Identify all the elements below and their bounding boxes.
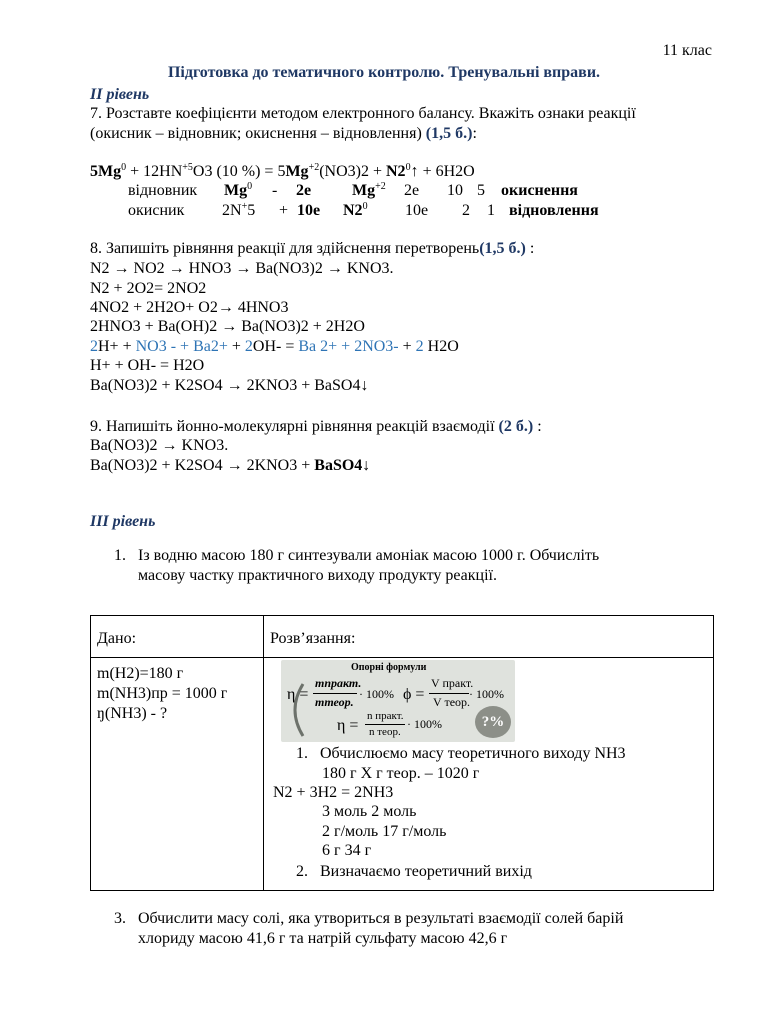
ionic-part: + [227, 338, 245, 355]
fraction-bar [429, 693, 469, 694]
solution-step-1: Обчислюємо масу теоретичного виходу NH3 [320, 745, 626, 762]
given-item: m(NH3)пр = 1000 г [97, 685, 228, 702]
balance-coefficient: 5 [477, 182, 485, 199]
task9-line3-text: Ba(NO3)2 + K2SO4 → 2KNO3 + [90, 457, 315, 474]
formula-eta: η = [287, 686, 309, 703]
solution-line: 180 г Х г теор. – 1020 г [322, 765, 480, 782]
task7-colon: : [472, 125, 477, 142]
page-title: Підготовка до тематичного контролю. Тренувальні вправи. [167, 64, 601, 81]
balance-process: відновлення [509, 202, 599, 219]
task7-line2-text: (окисник – відновник; окиснення – відновлення) [90, 125, 426, 142]
balance-species-text: 2N [222, 202, 242, 219]
solution-line: N2 + 3H2 = 2NH3 [273, 784, 394, 801]
level-2-heading: ІІ рівень [90, 86, 150, 103]
task1-number: 1. [114, 547, 126, 564]
ionic-part: Ba 2+ + 2NO3- [298, 338, 399, 355]
balance-coefficient: 1 [487, 202, 495, 219]
formula-numerator: V практ. [431, 676, 474, 690]
balance-product [343, 201, 368, 221]
bracket-decoration [281, 680, 307, 740]
formula-percent: · 100% [469, 687, 504, 701]
balance-lcm: 2 [462, 202, 470, 219]
given-item: ŋ(NH3) - ? [97, 705, 168, 722]
given-item: m(H2)=180 г [97, 665, 184, 682]
solution-step-2-number: 2. [296, 863, 308, 880]
solution-step-2: Визначаємо теоретичний вихід [320, 863, 532, 880]
task9-line3-bold: BaSO4↓ [314, 457, 371, 474]
balance-product-sup: +2 [375, 181, 386, 192]
given-header-cell [91, 616, 264, 658]
balance-electrons: 10e [297, 202, 321, 219]
solution-line: 3 моль 2 моль [322, 803, 417, 820]
balance-process: окиснення [501, 182, 578, 199]
question-percent-icon [475, 706, 511, 738]
eq-sup: 0 [405, 162, 411, 173]
balance-lcm: 10 [447, 182, 463, 199]
ionic-part: 2 [244, 338, 253, 355]
formula-phi: ϕ = [403, 686, 425, 703]
balance-species-sup: 0 [247, 181, 253, 192]
balance-product-sup: 0 [362, 201, 368, 212]
balance-electrons-2: 2e [404, 182, 420, 199]
balance-electrons-2: 10e [405, 202, 429, 219]
task8-last: Ba(NO3)2 + K2SO4 → 2KNO3 + BaSO4↓ [90, 377, 369, 394]
ionic-part: H2O [423, 338, 459, 355]
task8-reaction-2: 4NO2 + 2H2O+ O2→ 4HNO3 [90, 299, 289, 316]
task8-ionic-equation [90, 337, 459, 357]
balance-product [352, 181, 386, 201]
task3-line1: Обчислити масу солі, яка утвориться в результаті взаємодії солей барій [138, 910, 624, 927]
formula-eta: η = [337, 717, 359, 734]
solution-line: 2 г/моль 17 г/моль [322, 823, 447, 840]
question-percent-icon-text: ?% [481, 714, 505, 730]
formula-denominator: mтеор. [315, 695, 354, 709]
formula-denominator: n теор. [369, 726, 401, 738]
balance-sign: + [279, 202, 289, 219]
formula-percent: · 100% [407, 717, 442, 731]
solution-header: Розв’язання: [270, 630, 356, 647]
fraction-bar [313, 693, 357, 694]
balance-role: відновник [128, 182, 198, 199]
formula-numerator: mпракт. [315, 676, 362, 690]
formula-numerator: n практ. [367, 710, 404, 722]
balance-species [222, 201, 255, 221]
given-list [91, 658, 263, 724]
fraction-bar [365, 724, 405, 725]
grade-label: 11 клас [662, 42, 712, 59]
task3-number: 3. [114, 910, 126, 927]
formula-percent: · 100% [359, 687, 394, 701]
balance-role: окисник [128, 202, 185, 219]
task8-chain: N2 → NO2 → HNO3 → Ba(NO3)2 → KNO3. [90, 260, 394, 277]
formula-title: Опорні формули [351, 662, 427, 673]
task7-line2 [90, 124, 477, 144]
task8-reaction-3: 2HNO3 + Ba(OH)2 → Ba(NO3)2 + 2H2O [90, 318, 365, 335]
solution-step-1-number: 1. [296, 745, 308, 762]
eq-sup: +2 [308, 162, 320, 173]
ionic-part: NO3 - + Ba2+ [135, 338, 228, 355]
balance-species [224, 181, 252, 201]
level-3-heading: ІІІ рівень [90, 513, 156, 530]
balance-product-text: Mg [352, 182, 376, 199]
ionic-part: H+ + [98, 338, 136, 355]
task9-text: 9. Напишіть йонно-молекулярні рівняння реакцій взаємодії [90, 418, 499, 435]
eq-part: O3 (10 %) = 5 [192, 163, 286, 180]
eq-part: Mg [285, 163, 309, 180]
ionic-part: OH- = [252, 338, 299, 355]
task1-line1: Із водню масою 180 г синтезували амоніак масою 1000 г. Обчисліть [138, 547, 600, 564]
task8-net-ionic: H+ + OH- = H2O [90, 357, 205, 374]
task3-line2: хлориду масою 41,6 г та натрій сульфату масою 42,6 г [138, 930, 508, 947]
given-header: Дано: [97, 630, 137, 647]
balance-species-text: Mg [224, 182, 248, 199]
eq-part: (NO3)2 + [319, 163, 386, 180]
eq-part: ↑ + 6H2O [410, 163, 475, 180]
solution-header-cell [264, 616, 714, 658]
given-cell [91, 658, 264, 891]
task8-reaction-1: N2 + 2O2= 2NO2 [90, 280, 207, 297]
formula-reference-image [281, 660, 515, 742]
task8-text: 8. Запишіть рівняння реакції для здійснення перетворень [90, 240, 480, 257]
eq-sup: +5 [182, 162, 193, 173]
balance-species-sup: + [241, 201, 248, 212]
task9-tail: : [533, 418, 542, 435]
balance-sign: - [272, 182, 278, 199]
formula-denominator: V теор. [433, 695, 471, 709]
task7-line1: 7. Розставте коефіцієнти методом електронного балансу. Вкажіть ознаки реакції [90, 105, 636, 122]
solution-line: 6 г 34 г [322, 842, 372, 859]
ionic-part: + [398, 338, 416, 355]
task9-line2: Ba(NO3)2 → KNO3. [90, 437, 229, 454]
eq-part: N2 [386, 163, 406, 180]
eq-sup: 0 [121, 162, 127, 173]
eq-part: 5Mg [90, 163, 122, 180]
task1-line2: масову частку практичного виходу продукту реакції. [138, 567, 497, 584]
task7-points: (1,5 б.) [425, 125, 473, 142]
task9-line3 [90, 456, 370, 476]
ionic-part: 2 [415, 338, 424, 355]
eq-part: + 12HN [126, 163, 183, 180]
task8-tail: : [525, 240, 535, 257]
task7-equation [90, 162, 475, 182]
task8-line1 [90, 239, 534, 259]
ionic-part: 2 [90, 338, 98, 355]
task8-points: (1,5 б.) [479, 240, 526, 257]
balance-species-tail: 5 [247, 202, 256, 219]
balance-product-text: N2 [343, 202, 363, 219]
task9-line1 [90, 417, 542, 437]
task9-points: (2 б.) [498, 418, 534, 435]
table-header-row [91, 616, 714, 658]
balance-electrons: 2e [296, 182, 312, 199]
